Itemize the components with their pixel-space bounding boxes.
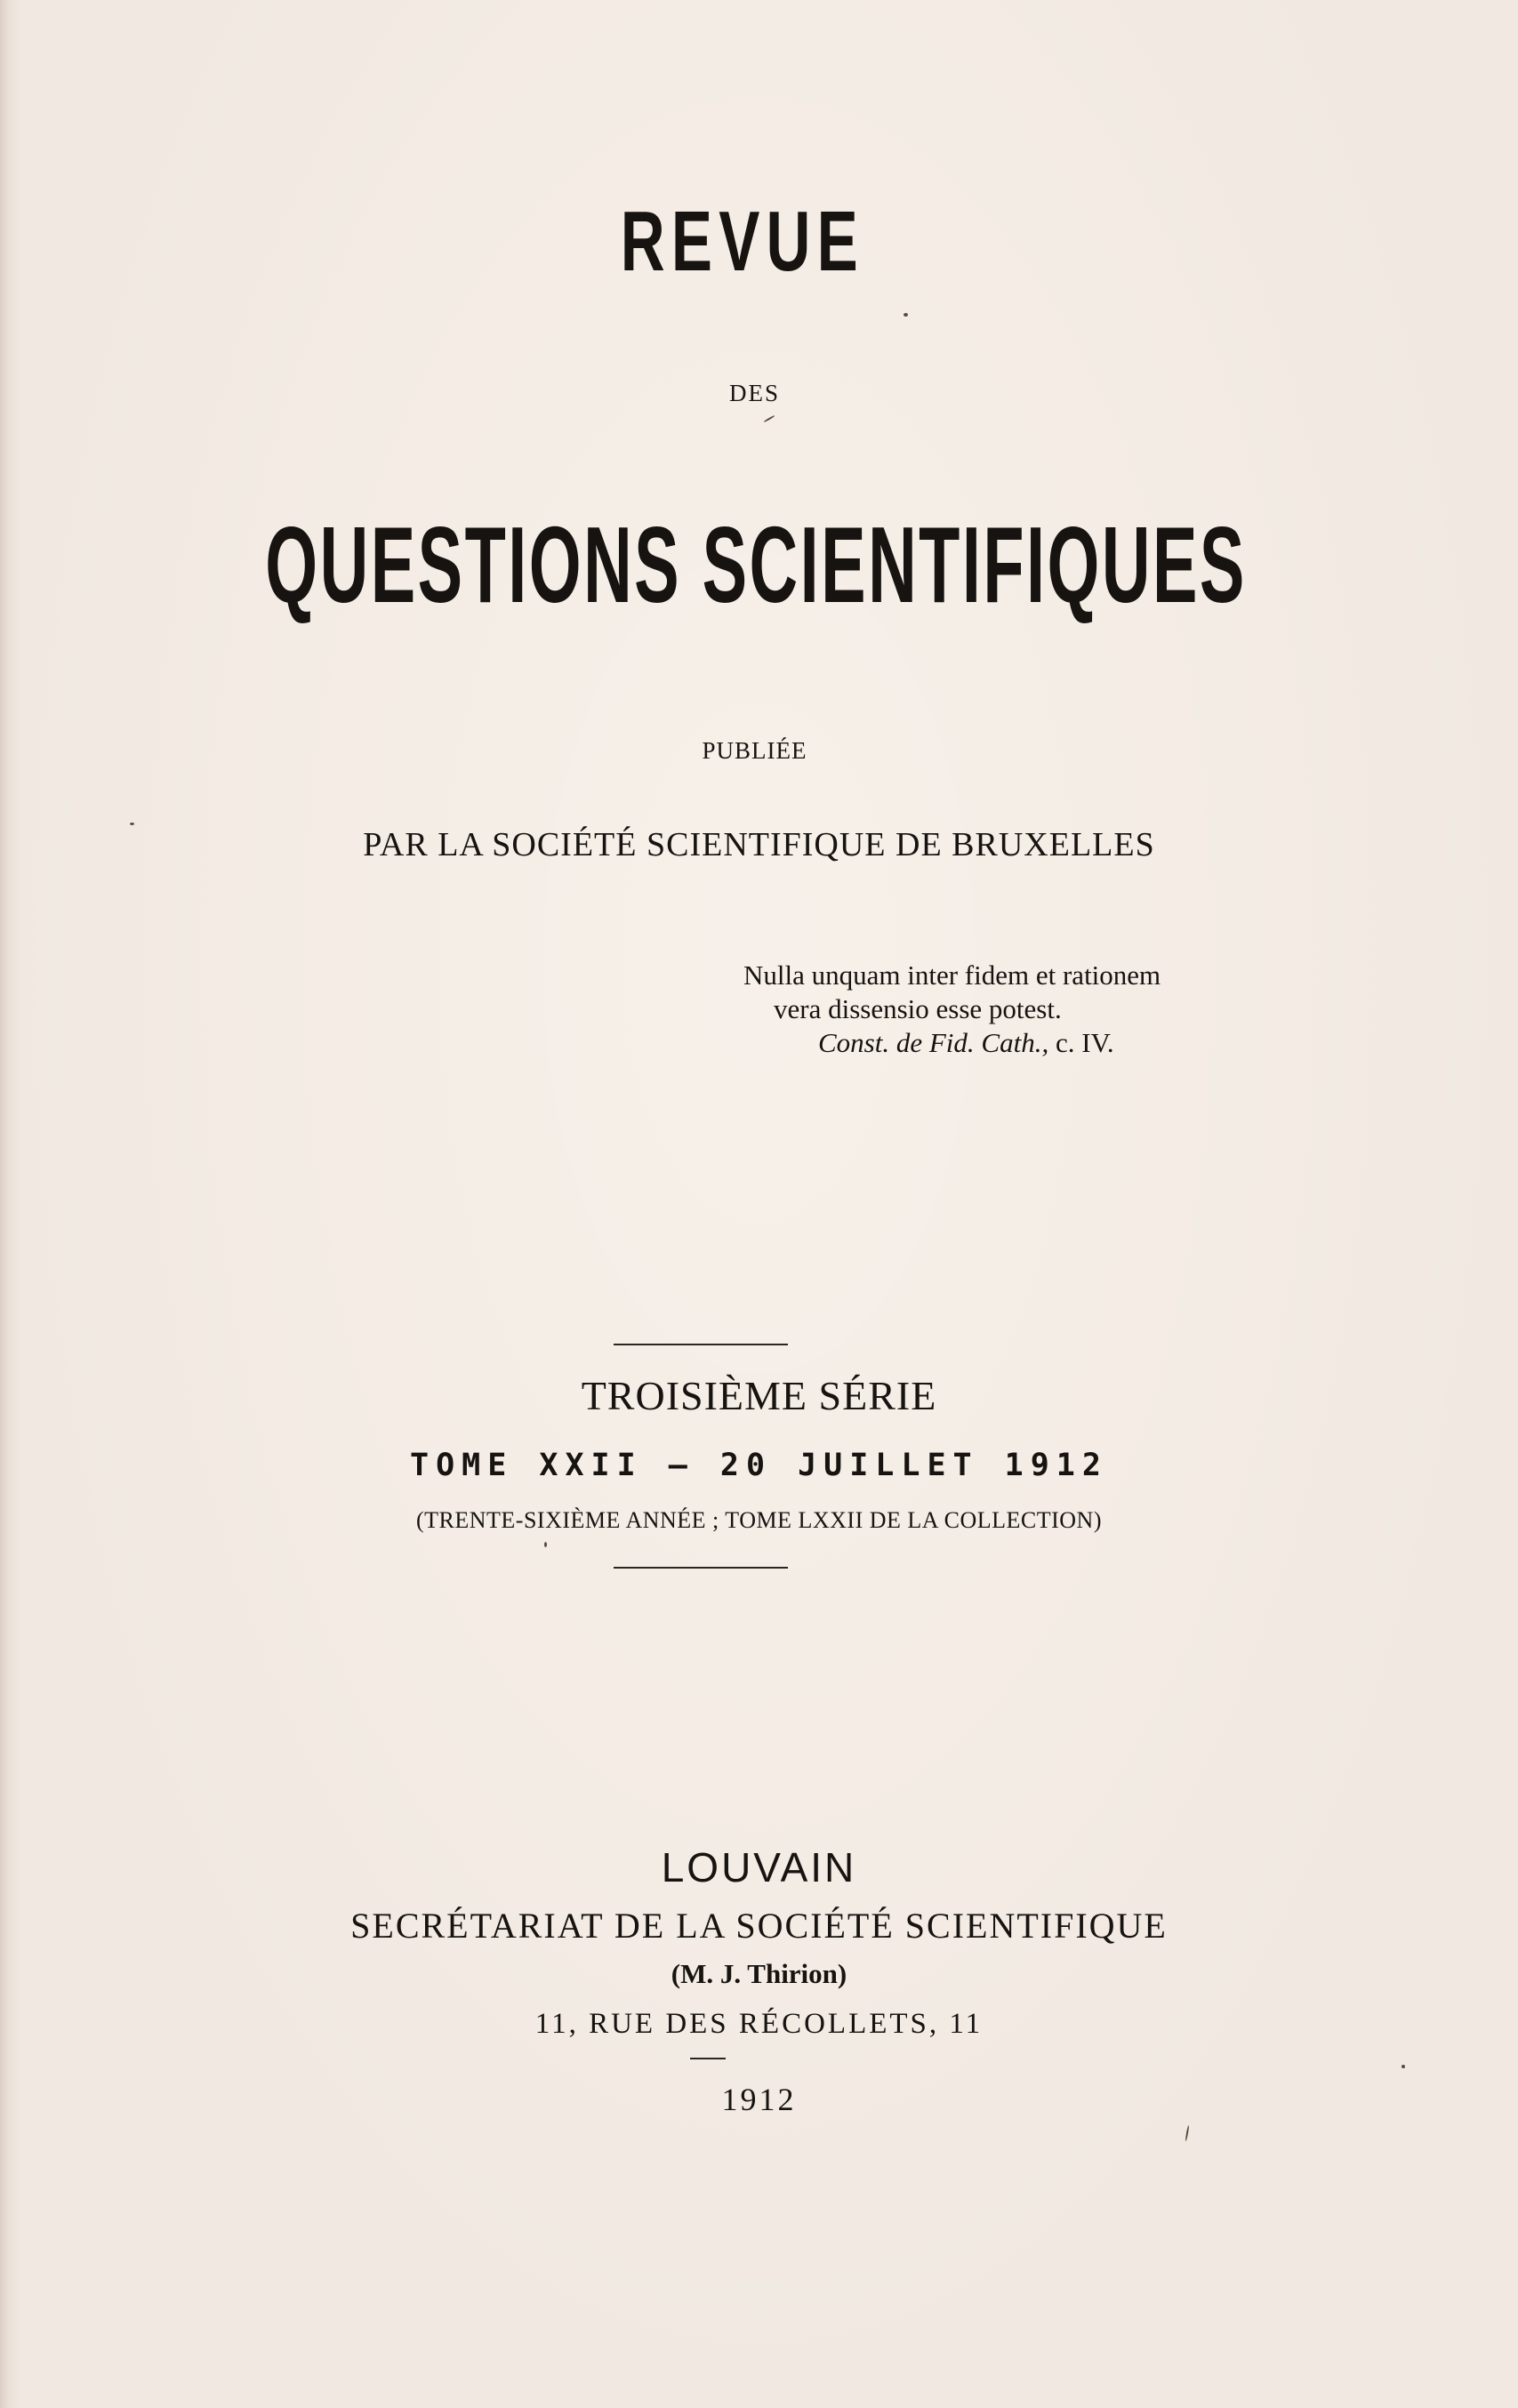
volume-line: TOME XXII — 20 JUILLET 1912 — [410, 1448, 1108, 1483]
journal-title-connector: DES — [728, 380, 780, 406]
imprint-city: LOUVAIN — [661, 1844, 857, 1890]
paper-speck — [1402, 2065, 1405, 2068]
imprint-address: 11, RUE DES RÉCOLLETS, 11 — [534, 2008, 984, 2040]
divider-top — [614, 1344, 788, 1345]
journal-title-top: REVUE — [620, 194, 864, 289]
epigraph-source — [743, 1026, 1402, 1060]
epigraph — [743, 959, 1402, 1060]
paper-speck — [904, 313, 908, 317]
publisher-line: PAR LA SOCIÉTÉ SCIENTIFIQUE DE BRUXELLES — [363, 826, 1155, 863]
divider-bottom — [614, 1567, 788, 1569]
paper-speck — [763, 415, 775, 423]
imprint-contact: (M. J. Thirion) — [671, 1958, 847, 1989]
epigraph-line-1: Nulla unquam inter fidem et rationem — [743, 959, 1161, 991]
divider-imprint — [690, 2058, 726, 2059]
epigraph-source-ref: c. IV. — [1048, 1027, 1114, 1058]
paper-speck — [130, 823, 134, 825]
volume-note: (TRENTE-SIXIÈME ANNÉE ; TOME LXXII DE LA COLLECTION) — [416, 1507, 1102, 1533]
imprint-office: SECRÉTARIAT DE LA SOCIÉTÉ SCIENTIFIQUE — [350, 1906, 1168, 1946]
paper-speck — [544, 1542, 547, 1547]
journal-title-main: QUESTIONS SCIENTIFIQUES — [265, 504, 1247, 625]
epigraph-source-title: Const. de Fid. Cath., — [818, 1027, 1049, 1058]
epigraph-line-2: vera dissensio esse potest. — [774, 993, 1062, 1024]
published-label: PUBLIÉE — [702, 737, 807, 764]
imprint-year: 1912 — [721, 2082, 797, 2117]
series-label: TROISIÈME SÉRIE — [581, 1373, 937, 1418]
paper-speck — [1185, 2125, 1189, 2141]
